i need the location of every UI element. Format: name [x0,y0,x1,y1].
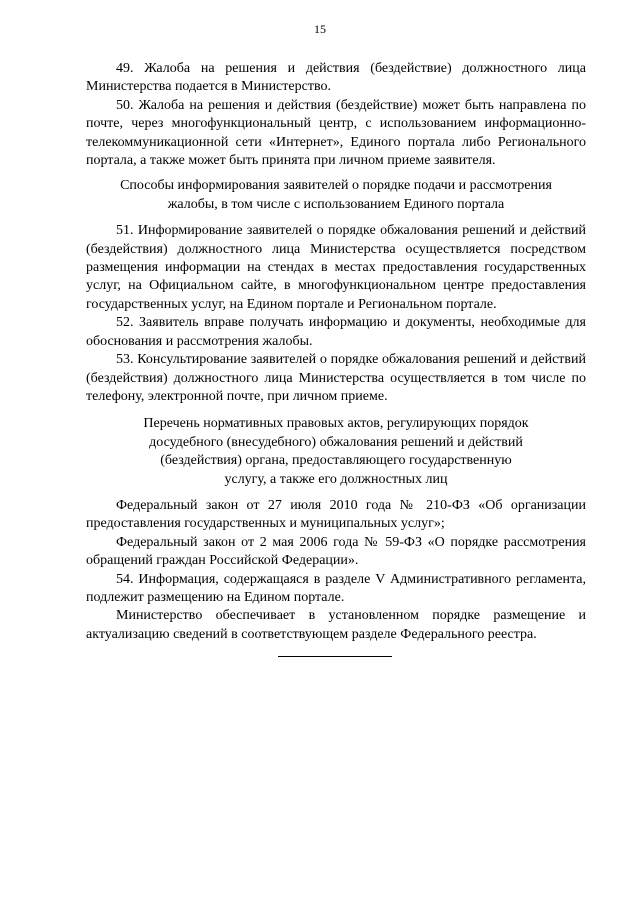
heading-line: досудебного (внесудебного) обжалования решений и действий [149,434,523,450]
paragraph-50: 50. Жалоба на решения и действия (бездействие) может быть направлена по почте, через многофункциональный центр, с использованием информационно-телекоммуникационной сети «Интернет», Единого портала либо Регионального портала, а также может быть принята при личном приеме заявителя. [86,97,586,169]
section-heading-legal-acts [86,415,586,489]
law-210-fz: Федеральный закон от 27 июля 2010 года № 210-ФЗ «Об организации предоставления государственных и муниципальных услуг»; [86,497,586,532]
paragraph-53: 53. Консультирование заявителей о порядке обжалования решений и действий (бездействия) должностного лица Министерства осуществляется в том числе по телефону, электронной почте, при личном приеме. [86,352,586,404]
heading-line: (бездействия) органа, предоставляющего государственную [160,453,512,469]
paragraph-49: 49. Жалоба на решения и действия (бездействие) должностного лица Министерства подается в Министерство. [86,61,586,95]
heading-line: Способы информирования заявителей о порядке подачи и рассмотрения [120,178,552,194]
heading-line: Перечень нормативных правовых актов, регулирующих порядок [143,416,529,432]
paragraph-54: 54. Информация, содержащаяся в разделе V Административного регламента, подлежит размещению на Едином портале. [86,571,586,605]
heading-line: жалобы, в том числе с использованием Единого портала [167,196,505,212]
paragraph-51: 51. Информирование заявителей о порядке обжалования решений и действий (бездействия) должностного лица Министерства осуществляется посредством размещения информации на стендах в местах предоставления государственных услуг, на Официальном сайте, в многофункциональном центре предоставления государственных услуг, на Едином портале и Региональном портале. [86,223,586,312]
law-59-fz: Федеральный закон от 2 мая 2006 года № 59-ФЗ «О порядке рассмотрения обращений граждан Российской Федерации». [86,534,586,569]
paragraph-registry: Министерство обеспечивает в установленном порядке размещение и актуализацию сведений в соответствующем разделе Федерального реестра. [86,608,586,642]
document-body [86,60,586,644]
section-heading-informing [86,177,586,214]
paragraph-52: 52. Заявитель вправе получать информацию и документы, необходимые для обоснования и рассмотрения жалобы. [86,315,586,349]
page-number: 15 [314,22,326,36]
end-divider [278,656,392,657]
heading-line: услугу, а также его должностных лиц [224,471,448,487]
